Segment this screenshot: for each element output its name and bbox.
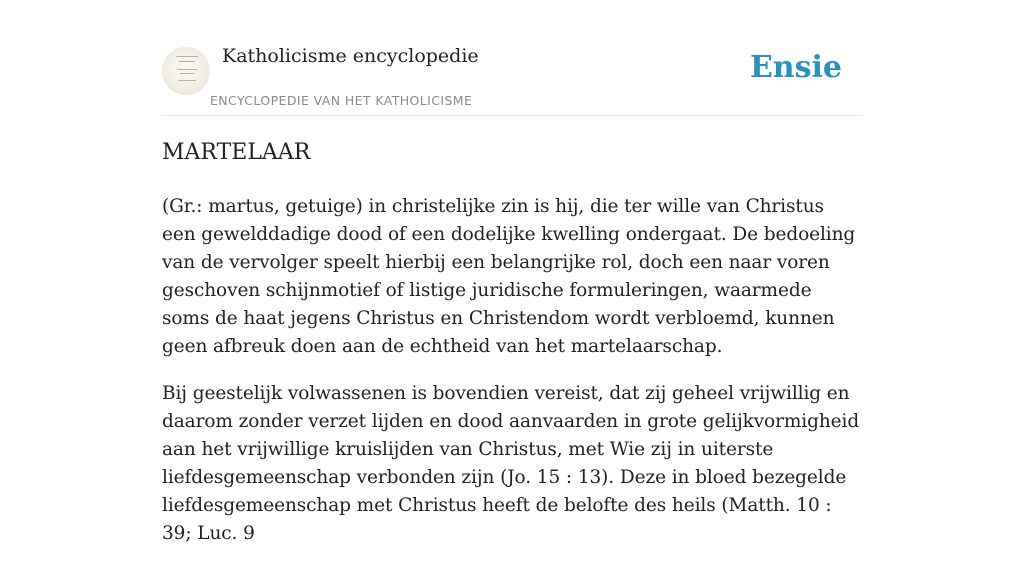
cover-line [176, 56, 198, 57]
entry-title: MARTELAAR [162, 140, 311, 165]
entry-paragraph: Bij geestelijk volwassenen is bovendien vereist, dat zij geheel vrijwillig en daarom zonder verzet lijden en dood aanvaarden in grote gelijkvormigheid aan het vrijwillige kruislijden van Christus, met Wie zij in uiterste liefdesgemeenschap verbonden zijn (Jo. 15 : 13). Deze in bloed bezegelde liefdesgemeenschap met Christus heeft de belofte des heils (Matth. 10 : 39; Luc. 9 [162, 383, 860, 544]
entry-body [162, 193, 862, 567]
cover-line [180, 73, 194, 74]
site-header [162, 0, 862, 116]
encyclopedia-cover-avatar[interactable] [162, 47, 210, 95]
site-title-link[interactable]: Katholicisme encyclopedie [222, 45, 479, 67]
site-subtitle: ENCYCLOPEDIE VAN HET KATHOLICISME [210, 93, 473, 108]
cover-line [178, 80, 196, 81]
page [162, 0, 862, 544]
cover-line [177, 69, 197, 70]
ensie-logo-link[interactable]: Ensie [749, 50, 842, 85]
entry-paragraph: (Gr.: martus, getuige) in christelijke zin is hij, die ter wille van Christus een gewelddadige dood of een dodelijke kwelling ondergaat. De bedoeling van de vervolger speelt hierbij een belangrijke rol, doch een naar voren geschoven schijnmotief of listige juridische formuleringen, waarmede soms de haat jegens Christus en Christendom wordt verbloemd, kunnen geen afbreuk doen aan de echtheid van het martelaarschap. [162, 196, 856, 357]
cover-line [179, 61, 195, 62]
